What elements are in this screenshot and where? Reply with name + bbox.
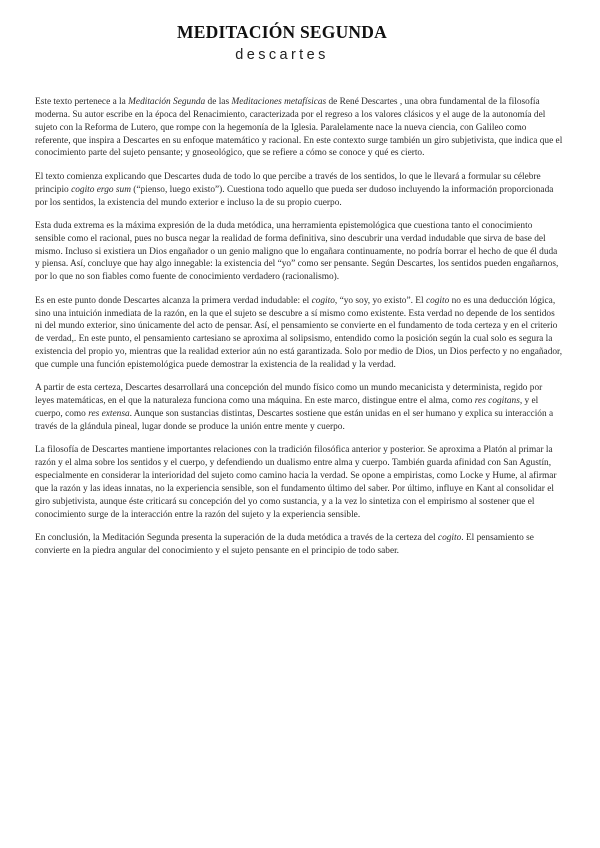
italic-term: cogito: [425, 295, 450, 306]
italic-term: cogito ergo sum: [71, 184, 131, 195]
text-run: La filosofía de Descartes mantiene importantes relaciones con la tradición filosófica anterior y posterior. Se aproxima a Platón al primar la razón y el alma sobre los sentidos y el cuerpo, y defendiendo un dualismo entre alma y cuerpo. También guarda afinidad con San Agustín, especialmente en considerar la interioridad del sujeto como camino hacia la verdad. Se opone a empiristas, como Locke y Hume, al afirmar que la razón y las ideas innatas, no la experiencia sensible, son el fundamento último del saber. Por último, influye en Kant al consolidar el giro subjetivista, aunque éste criticará su concepción del yo como sustancia, y a la vez lo sintetiza con el empirismo al sostener que el conocimiento surge de la interacción entre la razón del sujeto y la experiencia sensible.: [35, 445, 557, 520]
document-body: [35, 96, 563, 568]
document-subtitle: descartes: [235, 47, 329, 63]
paragraph-context: [35, 96, 563, 160]
italic-term: Meditación Segunda: [128, 97, 206, 107]
text-run: de René Descartes , una obra fundamental de la filosofía moderna. Su autor escribe en la época del Renacimiento, caracterizada por el regreso a los valores clásicos y el auge de la autonomía del sujeto con la Reforma de Lutero, que rompe con la hegemonía de la Iglesia. Paralelamente nace la nueva ciencia, con Galileo como referente, que inspira a Descartes en su enfoque matemático y racional. En este contexto surge también un giro subjetivista, que indica que el conocimiento parte del sujeto pensante; y gnoseológico, que se refiere a cómo se conoce y qué es cierto.: [35, 97, 563, 159]
text-run: Es en este punto donde Descartes alcanza la primera verdad indudable: el: [35, 295, 312, 306]
text-run: . Aunque son sustancias distintas, Descartes sostiene que están unidas en el ser humano y explica su interacción a través de la glándula pineal, lugar donde se produce la unión entre mente y cuerpo.: [35, 409, 554, 432]
text-run: En conclusión, la Meditación Segunda presenta la superación de la duda metódica a través de la certeza del: [35, 533, 438, 544]
italic-term: res extensa: [88, 409, 130, 420]
italic-term: Meditaciones metafísicas: [231, 97, 327, 107]
italic-term: cogito: [311, 295, 335, 306]
paragraph-cogito: [35, 295, 563, 372]
text-run: Este texto pertenece a la: [35, 97, 129, 107]
italic-term: res cogitans: [474, 396, 520, 407]
italic-term: cogito: [437, 533, 462, 544]
text-run: . El pensamiento se convierte en la piedra angular del conocimiento y el sujeto pensante en el principio de todo saber.: [35, 533, 534, 556]
paragraph-relations: [35, 444, 563, 521]
text-run: El texto comienza explicando que Descartes duda de todo lo que percibe a través de los sentidos, lo que le llevará a formular su célebre principio: [35, 171, 541, 195]
paragraph-methodic-doubt: [35, 220, 563, 284]
text-run: , “yo soy, yo existo”. El: [334, 295, 426, 306]
text-run: no es una deducción lógica, sino una intuición inmediata de la razón, en la que el sujeto se descubre a sí mismo como existente. Esta verdad no depende de los sentidos ni del mundo exterior, sino únicamente del acto de pensar. Así, el pensamiento se convierte en el fundamento de toda certeza y en el criterio de verdad,. En este punto, el pensamiento cartesiano se aproxima al solipsismo, entendido como la posición según la cual solo es segura la existencia del propio yo, mientras que la realidad exterior aún no está garantizada. Solo por medio de Dios, un Dios perfecto y no engañador, que cumple una función epistemológica puede demostrar la existencia de la realidad y la verdad.: [35, 295, 563, 370]
text-run: de las: [205, 97, 232, 107]
text-run: Esta duda extrema es la máxima expresión de la duda metódica, una herramienta epistemológica que cuestiona tanto el conocimiento sensible como el racional, pues no busca negar la realidad de forma definitiva, sino descubrir una verdad indudable que sirva de base del mismo. Incluso si existiera un Dios engañador o un genio maligno que lo engañara continuamente, no podría borrar el hecho de que él duda y piensa. Así, concluye que hay algo innegable: la existencia del “yo” como ser pensante. Según Descartes, los sentidos pueden engañarnos, por lo que no son fiables como fuente de conocimiento verdadero (racionalismo).: [35, 220, 559, 283]
paragraph-conclusion: [35, 532, 563, 558]
text-run: A partir de esta certeza, Descartes desarrollará una concepción del mundo físico como un mundo mecanicista y determinista, regido por leyes matemáticas, en el que la naturaleza funciona como una máquina. En este marco, distingue entre el alma, como: [35, 383, 543, 407]
text-run: , y el cuerpo, como: [35, 396, 539, 420]
document-title: MEDITACIÓN SEGUNDA: [177, 22, 387, 42]
paragraph-dualism: [35, 382, 563, 433]
text-run: (“pienso, luego existo”). Cuestiona todo aquello que pueda ser dudoso incluyendo la información proporcionada por los sentidos, la existencia del mundo exterior e incluso la de su propio cuerpo.: [35, 184, 554, 208]
paragraph-doubt: [35, 171, 563, 210]
